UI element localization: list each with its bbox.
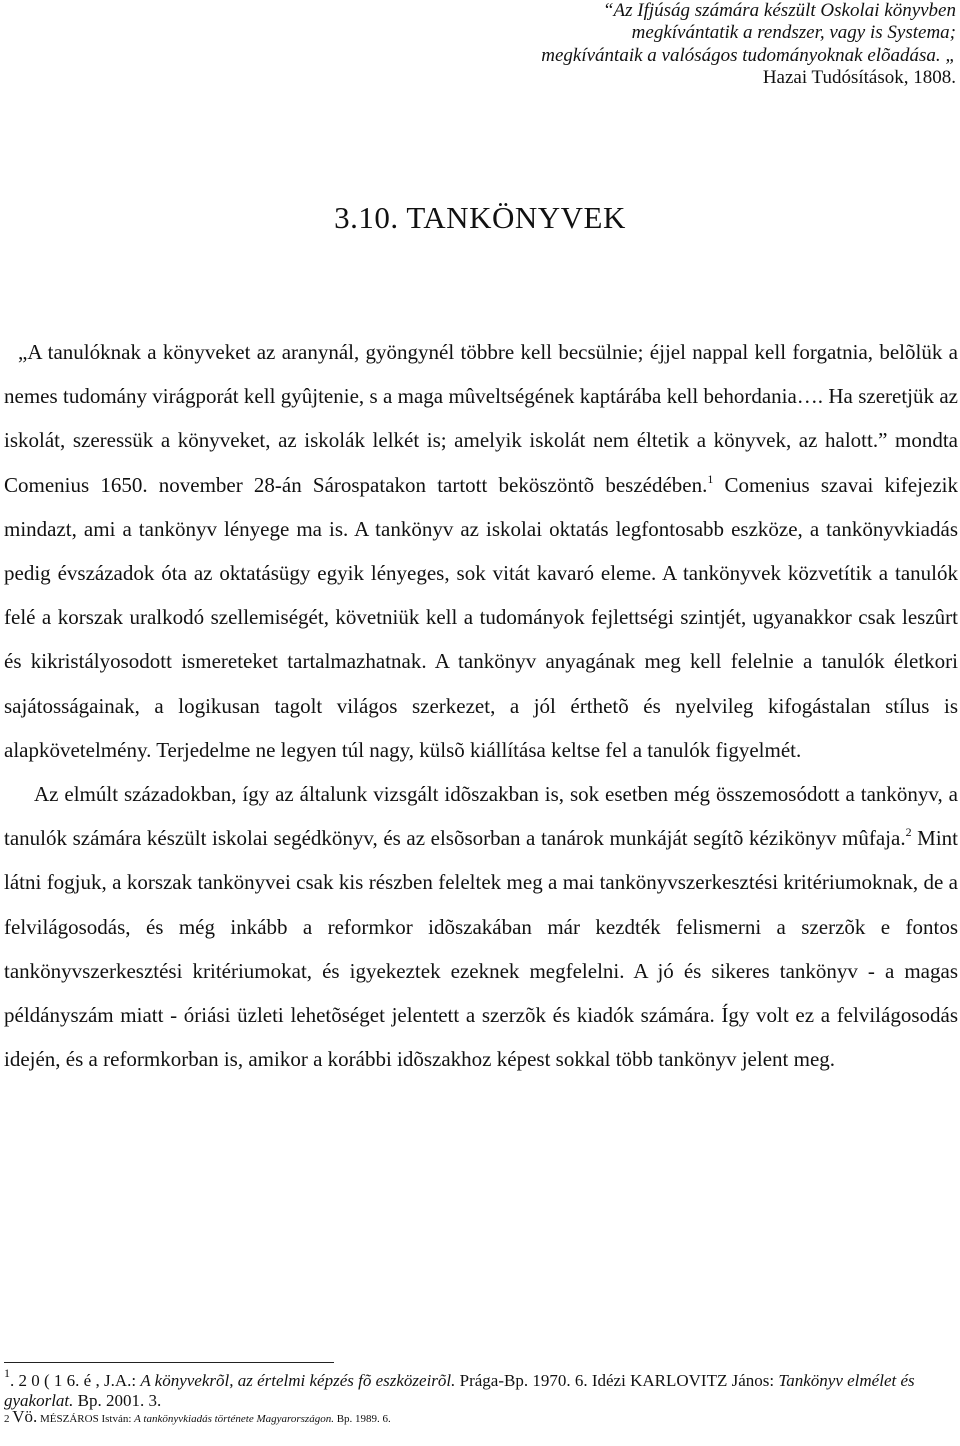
epigraph-source: Hazai Tudósítások, 1808.	[762, 67, 956, 89]
footnote-text: . 2 0 ( 1 6. é , J.A.:	[10, 1371, 141, 1390]
footnote-title: A tankönyvkiadás története Magyarországon.	[134, 1413, 334, 1425]
epigraph-line: megkívántaik a valóságos tudományoknak elõadása. „	[541, 44, 956, 66]
section-heading: 3.10. TANKÖNYVEK	[334, 200, 626, 235]
paragraph-text: Az elmúlt századokban, így az általunk vizsgált idõszakban is, sok esetben még összemosódott a tankönyv, a tanulók számára készült iskolai segédkönyv, és az elsõsorban a tanárok munkáját segítõ kézikönyv mûfaja.	[4, 782, 958, 851]
footnote-text: Bp. 2001. 3.	[73, 1391, 162, 1410]
paragraph-text: Mint látni fogjuk, a korszak tankönyvei csak kis részben feleltek meg a mai tankönyvszerkesztési kritériumoknak, de a felvilágosodás, és még inkább a reformkor idõszakában már kezdték felismerni a szerzõk e fontos tankönyvszerkesztési kritériumokat, és igyekeztek ezeknek megfelelni. A jó és sikeres tankönyv - a magas példányszám miatt - óriási üzleti lehetõséget jelentett a szerzõk és kiadók számára. Így volt ez a felvilágosodás idején, és a reformkorban is, amikor a korábbi idõszakhoz képest sokkal több tankönyv jelent meg.	[4, 826, 958, 1072]
epigraph-line: megkívántatik a rendszer, vagy is Systema;	[631, 22, 956, 44]
footnotes	[4, 1366, 954, 1426]
paragraph-text: „A tanulóknak a könyveket az aranynál, gyöngynél többre kell becsülnie; éjjel nappal kell forgatnia, belõlük a nemes tudomány virágporát kell gyûjtenie, s a maga mûveltségének kaptárába kell behordania…. Ha szeretjük az iskolát, szeressük a könyveket, az iskolák lelkét is; amelyik iskolát nem éltetik a könyvek, az halott.” mondta Comenius 1650. november 28-án Sárospatakon tartott beköszöntõ beszédében.	[4, 340, 958, 497]
footnote-text: Bp. 1989. 6.	[333, 1413, 391, 1425]
footnote-text: Prága-Bp. 1970. 6. Idézi KARLOVITZ János:	[455, 1371, 779, 1390]
footnote-number: 1	[4, 1366, 10, 1380]
footnote-title: A könyvekrõl, az értelmi képzés fõ eszközeirõl.	[140, 1371, 456, 1390]
epigraph-line: “Az Ifjúság számára készült Oskolai könyvben	[602, 0, 956, 21]
footnote-ref-2[interactable]: 2	[905, 825, 912, 840]
footnote-text: MÉSZÁROS István:	[37, 1413, 135, 1425]
paragraph-text: Comenius szavai kifejezik mindazt, ami a tankönyv lényege ma is. A tankönyv az iskolai oktatás legfontosabb eszköze, a tankönyvkiadás pedig évszázadok óta az oktatásügy egyik lényeges, sok vitát kavaró eleme. A tankönyvek közvetítik a tanulók felé a korszak uralkodó szellemiségét, követniük kell a tudományok fejlettségi szintjét, ugyanakkor csak leszûrt és kikristályosodott ismereteket tartalmazhatnak. A tankönyv anyagának meg kell felelnie a tanulók életkori sajátosságainak, a logikusan tagolt világos szerkezet, a jól érthetõ és nyelvileg kifogástalan stílus is alapkövetelmény. Terjedelme ne legyen túl nagy, külsõ kiállítása keltse fel a tanulók figyelmét.	[4, 472, 958, 762]
footnote-number: 2	[4, 1413, 10, 1425]
paragraph-1	[4, 330, 958, 772]
epigraph	[396, 0, 956, 90]
footnote-title: Tankönyv elmélet és gyakorlat.	[4, 1371, 915, 1410]
footnote-2	[4, 1407, 954, 1426]
footnote-1	[4, 1366, 954, 1411]
footnote-text: Vö.	[12, 1407, 38, 1426]
body-text	[4, 330, 958, 1081]
footnote-ref-1[interactable]: 1	[707, 471, 714, 486]
footnote-divider	[4, 1362, 334, 1363]
paragraph-2	[4, 772, 958, 1081]
